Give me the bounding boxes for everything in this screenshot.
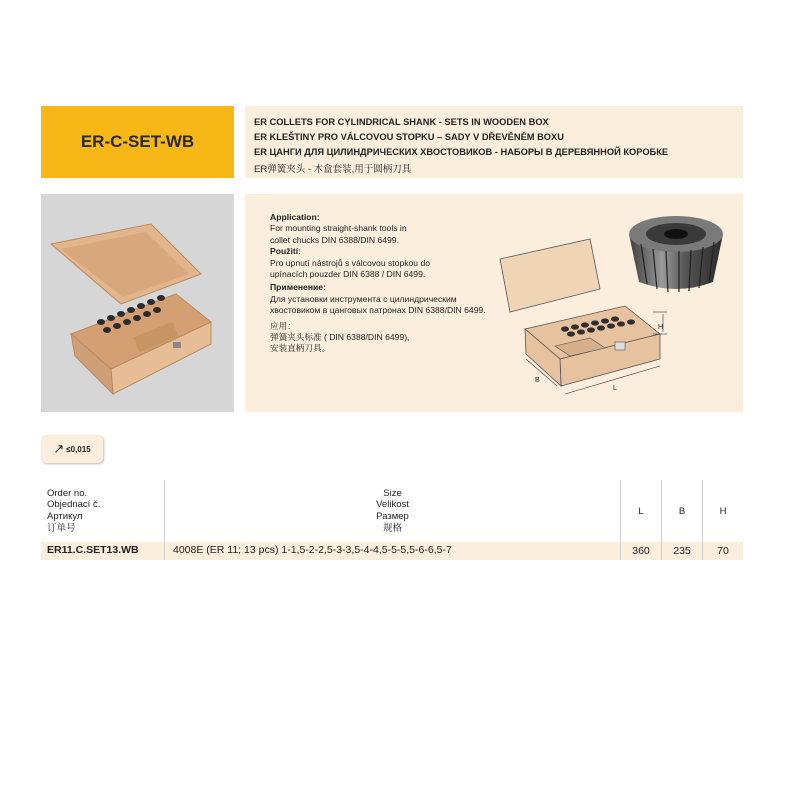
header-h: H: [703, 480, 744, 542]
application-line: Pro upnutí nástrojů s válcovou stopkou do: [270, 257, 431, 268]
value-b: 235: [662, 542, 703, 560]
application-label-ru: Применение:: [270, 282, 326, 293]
value-h: 70: [703, 542, 744, 560]
product-code: ER-C-SET-WB: [80, 132, 195, 151]
table-row: [41, 542, 743, 560]
header-size-cz: Velikost: [376, 499, 409, 511]
application-label-en: Application:: [270, 212, 320, 222]
order-number: ER11.C.SET13.WB: [41, 542, 165, 560]
header-l: L: [621, 480, 662, 542]
tolerance-badge: [41, 435, 103, 463]
heading-ru: ER ЦАНГИ ДЛЯ ЦИЛИНДРИЧЕСКИХ ХВОСТОВИКОВ - НАБОРЫ В ДЕРЕВЯННОЙ КОРОБКЕ: [254, 147, 669, 157]
application-line: 安装直柄刀具。: [270, 343, 331, 354]
header-size-cn: 规格: [382, 522, 402, 534]
spec-table: [41, 480, 743, 560]
product-code-badge: [41, 106, 234, 178]
application-text: [270, 212, 520, 355]
size-description: 4008E (ER 11; 13 pcs) 1-1,5-2-2,5-3-3,5-4-4,5-5-5,5-6-6,5-7: [165, 542, 621, 560]
header-order-no: [41, 480, 165, 542]
application-label-cn: 应用：: [270, 320, 296, 331]
tolerance-value: ≤0,015: [66, 444, 91, 454]
box-dimension-drawing: [495, 234, 670, 404]
dimension-label-h: H: [658, 324, 664, 331]
value-l: 360: [621, 542, 662, 560]
application-line: For mounting straight-shank tools in: [270, 223, 407, 234]
header-order-en: Order no.: [47, 487, 88, 499]
runout-arrow-icon: ↗: [53, 441, 65, 456]
heading-panel: [245, 106, 743, 178]
heading-cn: ER弹簧夹头 - 木盒套装,用于圆柄刀具: [254, 164, 412, 175]
header-size-ru: Размер: [376, 511, 409, 522]
heading-en: ER COLLETS FOR CYLINDRICAL SHANK - SETS IN WOODEN BOX: [254, 117, 549, 127]
product-photo: [41, 194, 234, 412]
application-line: Для установки инструмента с цилиндрическим: [270, 293, 457, 304]
heading-cz: ER KLEŠTINY PRO VÁLCOVOU STOPKU – SADY V DŘEVĚNÉM BOXU: [254, 132, 564, 142]
header-size: [165, 480, 621, 542]
header-size-en: Size: [383, 487, 402, 499]
application-label-cz: Použití:: [270, 246, 302, 257]
header-order-cn: 订单号: [47, 522, 76, 534]
application-line: collet chucks DIN 6388/DIN 6499.: [270, 234, 399, 245]
dimension-label-b: B: [535, 377, 540, 384]
header-order-ru: Артикул: [47, 511, 83, 522]
header-b: B: [662, 480, 703, 542]
application-panel: [245, 194, 743, 412]
application-line: upínacích pouzder DIN 6388 / DIN 6499.: [270, 269, 426, 280]
table-header-row: [41, 480, 743, 542]
header-order-cz: Objednací č.: [47, 499, 101, 511]
application-line: хвостовиком в цанговых патронах DIN 6388/DIN 6499.: [270, 305, 486, 316]
application-line: 弹簧夹头标准 ( DIN 6388/DIN 6499),: [270, 332, 410, 343]
wooden-box-photo: [41, 194, 234, 412]
dimension-label-l: L: [613, 385, 617, 392]
